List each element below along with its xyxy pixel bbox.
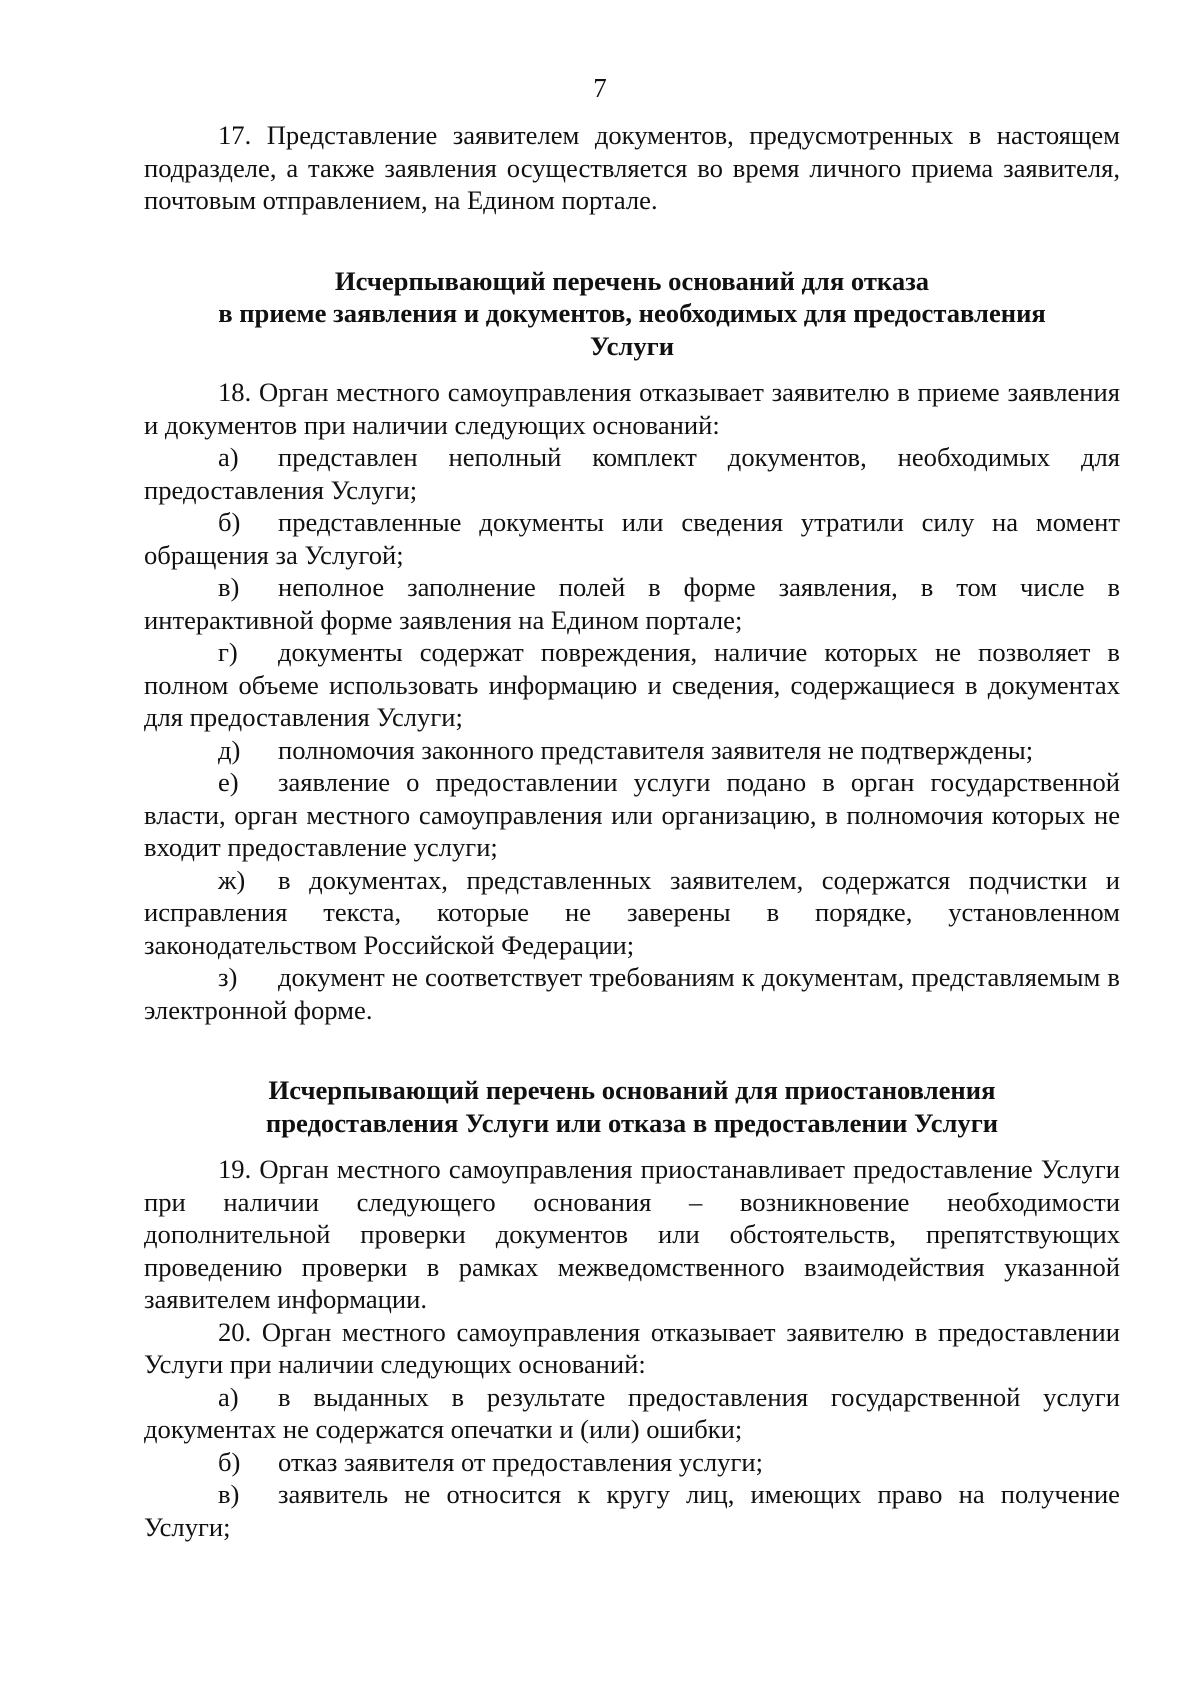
list-item [144,1478,1120,1543]
list-item-text: документ не соответствует требованиям к документам, представляемым в электронной форме. [144,962,1120,1025]
heading-line: предоставления Услуги или отказа в предоставлении Услуги [265,1107,999,1138]
list-item [144,1381,1120,1446]
paragraph-17: 17. Представление заявителем документов, предусмотренных в настоящем подразделе, а также заявления осуществляется во время личного приема заявителя, почтовым отправлением, на Едином портале. [144,120,1120,215]
list-item-text: документы содержат повреждения, наличие которых не позволяет в полном объеме использовать информацию и сведения, содержащиеся в документах для предоставления Услуги; [144,637,1120,732]
list-marker: г) [218,637,238,667]
list-marker: а) [218,1381,239,1412]
list-item [144,636,1120,734]
list-item-text: представлен неполный комплект документов, необходимых для предоставления Услуги; [144,442,1120,505]
list-item-text: в документах, представленных заявителем, содержатся подчистки и исправления текста, которые не заверены в порядке, установленном законодательством Российской Федерации; [144,864,1120,960]
paragraph-18: 18. Орган местного самоуправления отказывает заявителю в приеме заявления и документов при наличии следующих оснований: [144,377,1120,440]
heading-line: Исчерпывающий перечень оснований для приостановления [268,1075,996,1105]
list-item [144,961,1120,1026]
list-marker: в) [218,572,240,602]
list-marker: д) [218,734,241,765]
list-item-text: отказ заявителя от предоставления услуги; [278,1446,764,1477]
list-item-text: полномочия законного представителя заявителя не подтверждены; [278,734,1034,765]
list-marker: е) [218,767,239,797]
section-heading-refusal-reception [144,265,1120,363]
list-20 [144,1381,1120,1544]
list-item-text: заявление о предоставлении услуги подано в орган государственной власти, орган местного самоуправления или организацию, в полномочия которых не входит предоставление услуги; [144,767,1120,862]
list-18 [144,441,1120,1026]
list-marker: в) [218,1479,240,1509]
list-item [144,766,1120,864]
list-item-text: заявитель не относится к кругу лиц, имеющих право на получение Услуги; [144,1479,1120,1542]
list-item-text: неполное заполнение полей в форме заявления, в том числе в интерактивной форме заявления на Едином портале; [144,572,1120,635]
list-item-text: в выданных в результате предоставления государственной услуги документах не содержатся опечатки и (или) ошибки; [144,1381,1120,1444]
heading-line: Исчерпывающий перечень оснований для отказа [334,265,930,296]
list-item [144,506,1120,571]
heading-line: Услуги [589,330,675,361]
list-item-text: представленные документы или сведения утратили силу на момент обращения за Услугой; [144,507,1120,570]
list-marker: ж) [218,864,246,895]
list-marker: б) [218,507,241,537]
section-heading-suspension-refusal [144,1074,1120,1139]
page-content [144,119,1120,1543]
list-marker: а) [218,442,239,472]
list-item [144,571,1120,636]
list-item [144,1446,1120,1479]
paragraph-20: 20. Орган местного самоуправления отказывает заявителю в предоставлении Услуги при наличии следующих оснований: [144,1316,1120,1379]
page-number: 7 [593,73,607,103]
list-item [144,441,1120,506]
paragraph-19: 19. Орган местного самоуправления приостанавливает предоставление Услуги при наличии следующего основания – возникновение необходимости дополнительной проверки документов или обстоятельств, препятствующих проведению проверки в рамках межведомственного взаимодействия указанной заявителем информации. [144,1154,1120,1314]
heading-line: в приеме заявления и документов, необходимых для предоставления [218,298,1046,328]
list-marker: з) [218,962,238,992]
list-item [144,734,1120,767]
list-marker: б) [218,1446,241,1477]
list-item [144,864,1120,962]
